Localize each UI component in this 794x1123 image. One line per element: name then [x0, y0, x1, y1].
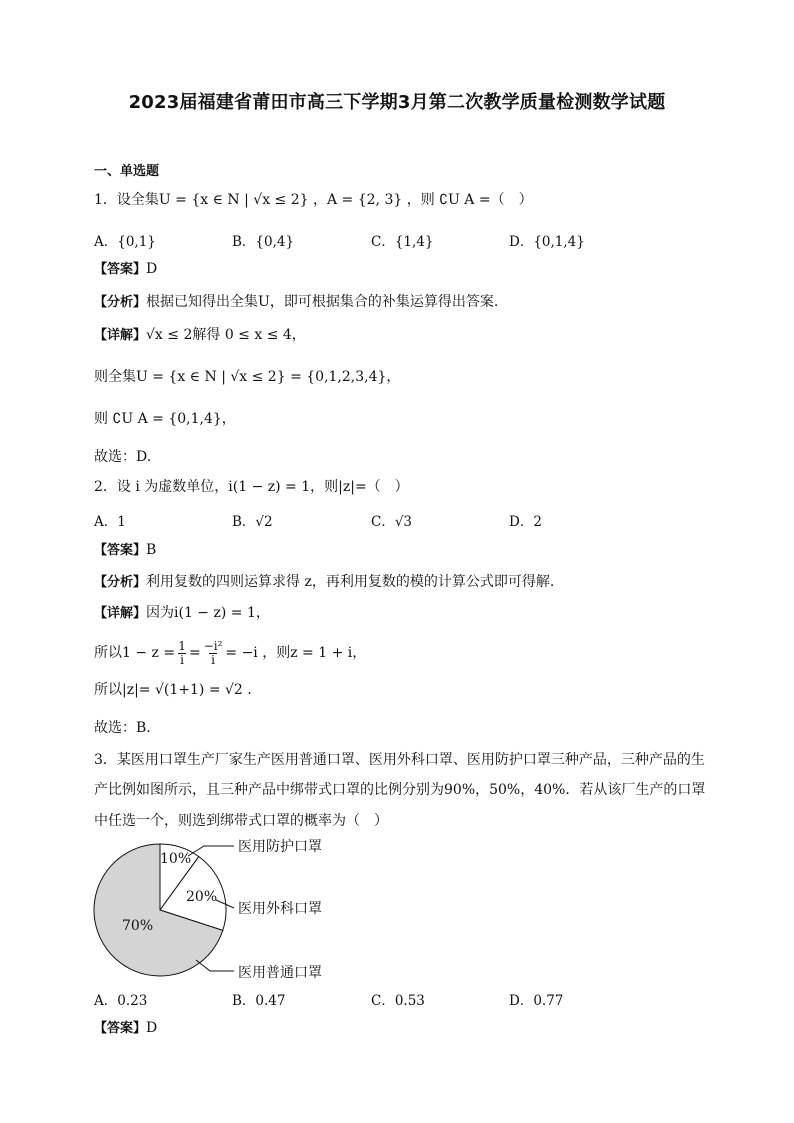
q2-detail-2: 所以1 − z = $\frac{1}{i}$ = $\frac{\text{−i²}}{i}$ = −i ，则z = 1 + i， — [94, 638, 367, 667]
q2-option-b: B．√2 — [232, 514, 273, 530]
answer-value: B — [146, 542, 157, 558]
fraction-numerator: 1 — [178, 638, 186, 653]
q2-option-c: C．√3 — [371, 514, 413, 530]
q3-answer — [94, 1018, 157, 1039]
fraction-numerator: −i² — [203, 638, 223, 653]
q1-stem: 1．设全集U = {x ∈ N | √x ≤ 2} ，A = {2, 3} ，则 ∁U A =（ ） — [94, 192, 533, 208]
detail-tag: 【详解】 — [94, 328, 147, 343]
answer-tag: 【答案】 — [94, 262, 147, 277]
slice-label-protective: 10% — [160, 851, 192, 867]
detail-suffix: = −i ，则z = 1 + i， — [225, 645, 367, 661]
q1-option-a: A．{0,1} — [94, 234, 156, 250]
legend-ordinary: 医用普通口罩 — [238, 965, 322, 981]
answer-value: D — [146, 261, 158, 277]
q1-detail-2: 则全集U = {x ∈ N | √x ≤ 2} = {0,1,2,3,4}， — [94, 369, 401, 385]
detail-prefix: 所以1 − z = — [94, 645, 176, 661]
q1-conclusion: 故选：D. — [94, 449, 152, 465]
q3-option-b: B．0.47 — [232, 993, 286, 1009]
q2-answer — [94, 540, 156, 561]
page-title: 2023届福建省莆田市高三下学期3月第二次教学质量检测数学试题 — [128, 92, 666, 113]
answer-value: D — [146, 1020, 158, 1036]
q3-stem-line-2: 产比例如图所示，且三种产品中绑带式口罩的比例分别为90%，50%，40%．若从该厂生产的口罩 — [94, 782, 706, 798]
q3-option-a: A．0.23 — [94, 993, 148, 1009]
q2-option-a: A．1 — [94, 514, 126, 530]
q2-option-d: D．2 — [509, 514, 542, 530]
q1-option-d: D．{0,1,4} — [509, 234, 585, 250]
section-heading: 一、单选题 — [94, 164, 160, 179]
q1-detail — [94, 325, 306, 346]
detail-text: 因为i(1 − z) = 1， — [146, 605, 270, 621]
q3-stem-line-3: 中任选一个，则选到绑带式口罩的概率为（ ） — [94, 813, 388, 829]
q3-option-d: D．0.77 — [509, 993, 564, 1009]
slice-label-ordinary: 70% — [122, 918, 154, 934]
fraction-denominator: i — [211, 652, 215, 667]
detail-text: √x ≤ 2解得 0 ≤ x ≤ 4， — [146, 327, 306, 343]
legend-surgical: 医用外科口罩 — [238, 901, 322, 917]
pie-legend-labels — [238, 838, 322, 981]
analysis-tag: 【分析】 — [94, 575, 147, 590]
detail-tag: 【详解】 — [94, 606, 147, 621]
answer-tag: 【答案】 — [94, 1021, 147, 1036]
fraction-1 — [178, 640, 186, 667]
q2-analysis — [94, 572, 554, 593]
analysis-text: 利用复数的四则运算求得 z，再利用复数的模的计算公式即可得解. — [146, 574, 555, 590]
fraction-2 — [204, 640, 223, 667]
answer-tag: 【答案】 — [94, 543, 147, 558]
q2-detail — [94, 603, 270, 624]
q1-answer — [94, 259, 157, 280]
q1-analysis — [94, 292, 498, 313]
pie-chart — [92, 836, 362, 984]
q3-option-c: C．0.53 — [371, 993, 425, 1009]
q2-detail-3: 所以|z|= √(1+1) = √2 . — [94, 682, 252, 698]
q1-detail-3: 则 ∁U A = {0,1,4}， — [94, 411, 236, 427]
analysis-text: 根据已知得出全集U，即可根据集合的补集运算得出答案. — [146, 294, 499, 310]
q3-stem-line-1: 3．某医用口罩生产厂家生产医用普通口罩、医用外科口罩、医用防护口罩三种产品，三种产品的生 — [94, 752, 705, 768]
q2-conclusion: 故选：B. — [94, 720, 151, 736]
legend-protective: 医用防护口罩 — [238, 839, 322, 855]
q1-option-c: C．{1,4} — [371, 234, 434, 250]
fraction-denominator: i — [180, 652, 184, 667]
q2-stem: 2．设 i 为虚数单位，i(1 − z) = 1，则|z|=（ ） — [94, 479, 409, 495]
q1-option-b: B．{0,4} — [232, 234, 295, 250]
analysis-tag: 【分析】 — [94, 295, 147, 310]
slice-label-surgical: 20% — [186, 889, 218, 905]
